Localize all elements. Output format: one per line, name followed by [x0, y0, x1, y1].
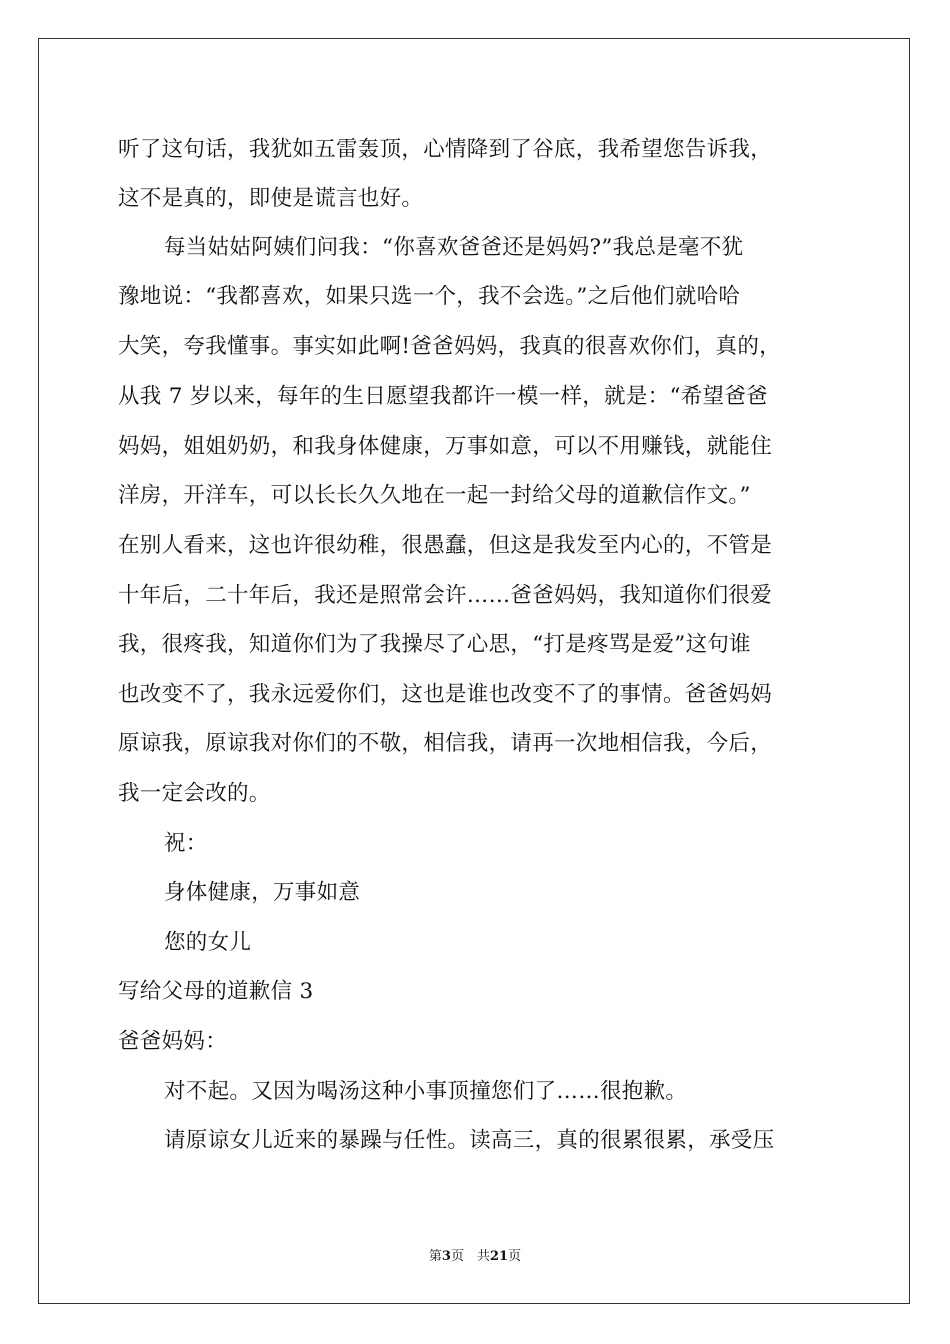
footer-total-pages: 21 [489, 1249, 509, 1264]
page-number-footer [0, 1248, 950, 1266]
paragraph-line: 请原谅女儿近来的暴躁与任性。读高三，真的很累很累，承受压 [164, 1128, 775, 1153]
section-title: 写给父母的道歉信 3 [118, 979, 314, 1004]
closing-salutation: 祝： [164, 831, 208, 856]
paragraph-line: 听了这句话，我犹如五雷轰顶，心情降到了谷底，我希望您告诉我， [118, 137, 773, 162]
paragraph-line: 也改变不了，我永远爱你们，这也是谁也改变不了的事情。爸爸妈妈 [118, 682, 773, 707]
footer-mid: 页 共 [450, 1249, 490, 1264]
paragraph-line: 我，很疼我，知道你们为了我操尽了心思，“打是疼骂是爱”这句谁 [118, 632, 751, 657]
paragraph-line: 原谅我，原谅我对你们的不敬，相信我，请再一次地相信我，今后， [118, 731, 773, 756]
footer-suffix: 页 [508, 1249, 522, 1264]
paragraph-line: 十年后，二十年后，我还是照常会许……爸爸妈妈，我知道你们很爱 [118, 583, 773, 608]
signature: 您的女儿 [164, 930, 252, 955]
paragraph-line: 对不起。又因为喝汤这种小事顶撞您们了……很抱歉。 [164, 1079, 688, 1104]
paragraph-line: 这不是真的，即使是谎言也好。 [118, 186, 424, 211]
paragraph-line: 洋房，开洋车，可以长长久久地在一起一封给父母的道歉信作文。” [118, 483, 751, 508]
paragraph-line: 从我 7 岁以来，每年的生日愿望我都许一模一样，就是：“希望爸爸 [118, 384, 768, 409]
footer-current-page: 3 [441, 1249, 451, 1264]
paragraph-line: 每当姑姑阿姨们问我：“你喜欢爸爸还是妈妈?”我总是毫不犹 [164, 235, 744, 260]
closing-wish: 身体健康，万事如意 [164, 880, 361, 905]
page-border [38, 38, 910, 1304]
paragraph-line: 豫地说：“我都喜欢，如果只选一个，我不会选。”之后他们就哈哈 [118, 284, 741, 309]
paragraph-line: 妈妈，姐姐奶奶，和我身体健康，万事如意，可以不用赚钱，就能住 [118, 434, 773, 459]
paragraph-line: 大笑，夸我懂事。事实如此啊!爸爸妈妈，我真的很喜欢你们，真的， [118, 334, 781, 359]
paragraph-line: 在别人看来，这也许很幼稚，很愚蠢，但这是我发至内心的，不管是 [118, 533, 773, 558]
letter-salutation: 爸爸妈妈： [118, 1029, 228, 1054]
footer-prefix: 第 [428, 1249, 442, 1264]
paragraph-line: 我一定会改的。 [118, 781, 271, 806]
